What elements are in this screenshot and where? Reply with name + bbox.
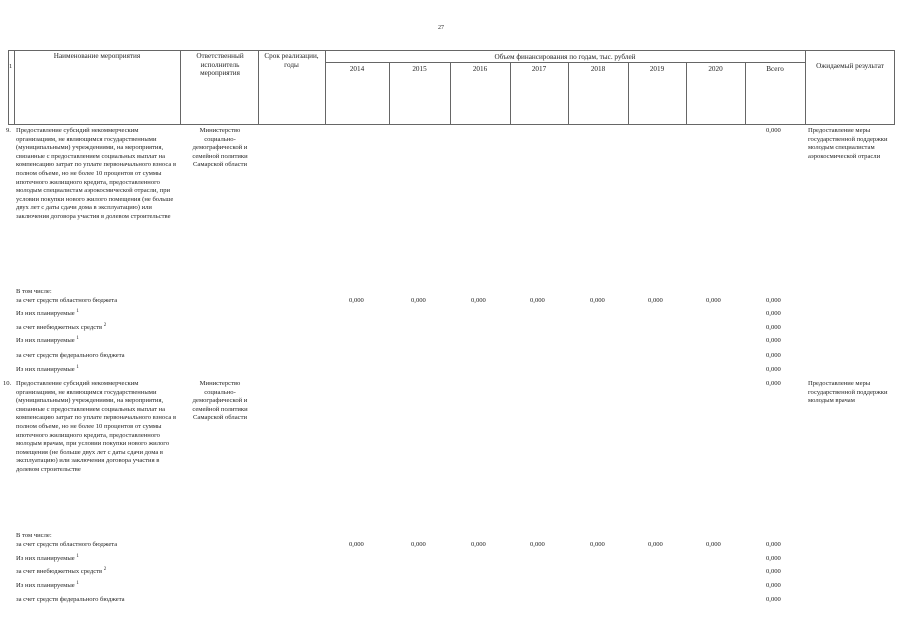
row-responsible: Министерство социально-демографической и семейной политики Самарской области [192,127,248,169]
value-2019: 0,000 [648,541,663,548]
header-year-2017: 2017 [531,65,547,73]
value-total: 0,000 [766,555,781,562]
value-2016: 0,000 [471,297,486,304]
sub-label: Из них планируемые $^1$ [16,308,79,317]
header-name: Наименование мероприятия [53,52,141,60]
value-total: 0,000 [766,310,781,317]
header-total: Всего [766,65,784,73]
header-year-2020: 2020 [708,65,723,73]
value-total: 0,000 [766,352,781,359]
sub-label: за счет средств федерального бюджета [16,352,125,359]
header-year-2018: 2018 [590,65,606,73]
value-total: 0,000 [766,596,781,603]
value-total: 0,000 [766,541,781,548]
header-year-2015: 2015 [412,65,427,73]
sub-label: Из них планируемые $^1$ [16,553,79,562]
including-label: В том числе: [16,532,52,539]
value-2020: 0,000 [706,541,721,548]
sub-label: Из них планируемые $^1$ [16,335,79,344]
value-total: 0,000 [766,582,781,589]
value-2014: 0,000 [349,297,364,304]
row-responsible: Министерство социально-демографической и семейной политики Самарской области [192,380,248,422]
sub-label: Из них планируемые $^1$ [16,364,79,373]
value-2014: 0,000 [349,541,364,548]
sub-label: за счет средств областного бюджета [16,541,118,548]
sub-label: за счет внебюджетных средств $^2$ [16,566,107,575]
header-num: 1 [9,63,13,70]
value-total: 0,000 [766,324,781,331]
value-total: 0,000 [766,366,781,373]
sub-label: за счет средств федерального бюджета [16,596,125,603]
value-2016: 0,000 [471,541,486,548]
header-year-2014: 2014 [349,65,365,73]
row-total: 0,000 [766,380,781,387]
including-label: В том числе: [16,288,52,295]
row-result: Предоставление меры государственной поддержки молодым врачам [808,380,888,405]
value-2018: 0,000 [590,541,605,548]
row-result: Предоставление меры государственной поддержки молодым специалистам аэрокосмической отрасли [808,127,888,160]
row-number: 9. [6,127,11,134]
header-term: Срок реализации, годы [264,52,319,69]
value-2017: 0,000 [530,541,545,548]
value-2015: 0,000 [411,297,426,304]
value-2019: 0,000 [648,297,663,304]
page-number: 27 [438,25,444,31]
sub-label: за счет внебюджетных средств $^2$ [16,322,107,331]
value-2017: 0,000 [530,297,545,304]
value-2018: 0,000 [590,297,605,304]
value-total: 0,000 [766,337,781,344]
sub-label: Из них планируемые $^1$ [16,580,79,589]
header-year-2016: 2016 [472,65,488,73]
header-responsible: Ответственный исполнитель мероприятия [196,52,244,78]
row-name: Предоставление субсидий некоммерческим организациям, не являющимся государственными (муниципальными) учреждениями, на мероприятия, связанные с предоставлением социальных выплат на компенсацию затрат по уплате первоначального взноса в полном объеме, но не более 10 процентов от суммы ипотечного жилищного кредита, предоставленного молодым специалистам аэрокосмической отрасли, при условии покупки нового жилого помещения (не больше двух лет с даты сдачи дома в эксплуатацию) или заключения договора участия в долевом строительстве [16,127,177,220]
row-total: 0,000 [766,127,781,134]
row-name: Предоставление субсидий некоммерческим организациям, не являющимся государственными (муниципальными) учреждениями, на мероприятия, связанные с предоставлением социальных выплат на компенсацию затрат по уплате первоначального взноса в полном объеме, но не более 10 процентов от суммы ипотечного жилищного кредита, предоставленного молодым врачам, при условии покупки нового жилого помещения (не больше двух лет с даты сдачи дома в эксплуатацию) или заключения договора участия в долевом строительстве [16,380,177,473]
value-total: 0,000 [766,297,781,304]
header-volume: Объем финансирования по годам, тыс. рублей [494,53,636,61]
sub-label: за счет средств областного бюджета [16,297,118,304]
header-result: Ожидаемый результат [816,62,884,70]
header-year-2019: 2019 [649,65,665,73]
value-total: 0,000 [766,568,781,575]
value-2020: 0,000 [706,297,721,304]
row-number: 10. [3,380,12,387]
value-2015: 0,000 [411,541,426,548]
